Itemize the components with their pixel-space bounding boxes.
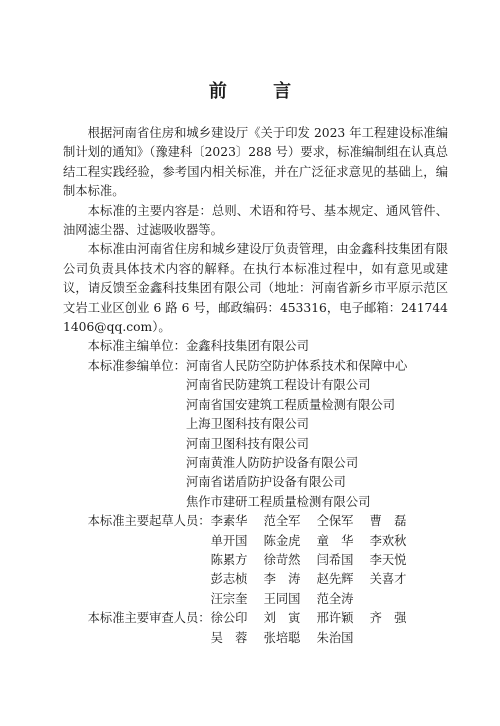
drafter-name: 陈累方 bbox=[210, 552, 248, 567]
reviewer-name: 邢许颖 bbox=[316, 611, 354, 626]
reviewers-list bbox=[211, 609, 448, 648]
reviewer-name: 朱治国 bbox=[316, 630, 354, 645]
drafter-name: 曹 磊 bbox=[369, 514, 407, 529]
participating-unit: 上海卫图科技有限公司 bbox=[185, 417, 309, 432]
participating-unit: 河南卫图科技有限公司 bbox=[185, 436, 309, 451]
drafter-name: 仝保军 bbox=[316, 514, 354, 529]
reviewer-name: 齐 强 bbox=[369, 611, 407, 626]
paragraph-basis: 根据河南省住房和城乡建设厅《关于印发 2023 年工程建设标准编制计划的通知》（豫建科〔2023〕288 号）要求，标准编制组在认真总结工程实践经验，参考国内相关标准，并在广泛征求意见的基础上，编制本标准。 bbox=[63, 126, 448, 199]
drafter-name: 汪宗奎 bbox=[210, 591, 248, 606]
participating-units-label: 本标准参编单位： bbox=[87, 358, 186, 373]
drafter-name: 李素华 bbox=[210, 514, 248, 529]
participating-unit: 河南省国安建筑工程质量检测有限公司 bbox=[185, 397, 396, 412]
reviewers-row bbox=[63, 609, 448, 648]
reviewer-name: 吴 蓉 bbox=[210, 630, 248, 645]
reviewer-name: 张培聪 bbox=[263, 630, 301, 645]
drafters-list bbox=[211, 512, 448, 609]
drafter-name: 李 涛 bbox=[263, 572, 301, 587]
drafter-name: 关喜才 bbox=[369, 572, 407, 587]
drafter-name: 彭志桢 bbox=[210, 572, 248, 587]
drafter-name: 童 华 bbox=[316, 533, 354, 548]
reviewer-name: 刘 寅 bbox=[263, 611, 301, 626]
drafter-name: 李欢秋 bbox=[369, 533, 407, 548]
drafter-name: 李天悦 bbox=[369, 552, 407, 567]
paragraph-management: 本标准由河南省住房和城乡建设厅负责管理，由金鑫科技集团有限公司负责具体技术内容的解释。在执行本标准过程中，如有意见或建议，请反馈至金鑫科技集团有限公司（地址：河南省新乡市平原示范区文岩工业区创业 6 路 6 号，邮政编码：453316，电子邮箱：2417441406@qq.com）。 bbox=[63, 242, 448, 335]
drafter-name: 单开国 bbox=[210, 533, 248, 548]
drafter-name: 王同国 bbox=[263, 591, 301, 606]
drafter-name: 赵先辉 bbox=[316, 572, 354, 587]
participating-units-row bbox=[63, 357, 448, 512]
drafter-name: 徐苛然 bbox=[263, 552, 301, 567]
participating-unit: 焦作市建研工程质量检测有限公司 bbox=[185, 494, 371, 509]
participating-unit: 河南黄淮人防防护设备有限公司 bbox=[185, 455, 359, 470]
participating-unit: 河南省诺盾防护设备有限公司 bbox=[185, 475, 346, 490]
participating-unit: 河南省人民防空防护体系技术和保障中心 bbox=[185, 358, 408, 373]
drafter-name: 范全军 bbox=[263, 514, 301, 529]
paragraph-contents: 本标准的主要内容是：总则、术语和符号、基本规定、通风管件、油网滤尘器、过滤吸收器等。 bbox=[63, 203, 448, 238]
drafters-row bbox=[63, 512, 448, 609]
drafter-name: 范全涛 bbox=[316, 591, 354, 606]
chief-editor-row bbox=[63, 337, 448, 356]
participating-unit: 河南省民防建筑工程设计有限公司 bbox=[185, 378, 371, 393]
reviewer-name: 徐公印 bbox=[210, 611, 248, 626]
drafter-name: 闫希国 bbox=[316, 552, 354, 567]
drafters-label: 本标准主要起草人员： bbox=[87, 514, 211, 529]
chief-editor-value: 金鑫科技集团有限公司 bbox=[185, 339, 309, 354]
document-body bbox=[63, 124, 448, 648]
reviewers-label: 本标准主要审查人员： bbox=[87, 611, 211, 626]
chief-editor-label: 本标准主编单位： bbox=[87, 339, 186, 354]
page-title: 前 言 bbox=[208, 81, 312, 102]
drafter-name: 陈金虎 bbox=[263, 533, 301, 548]
participating-units-list bbox=[186, 357, 448, 512]
